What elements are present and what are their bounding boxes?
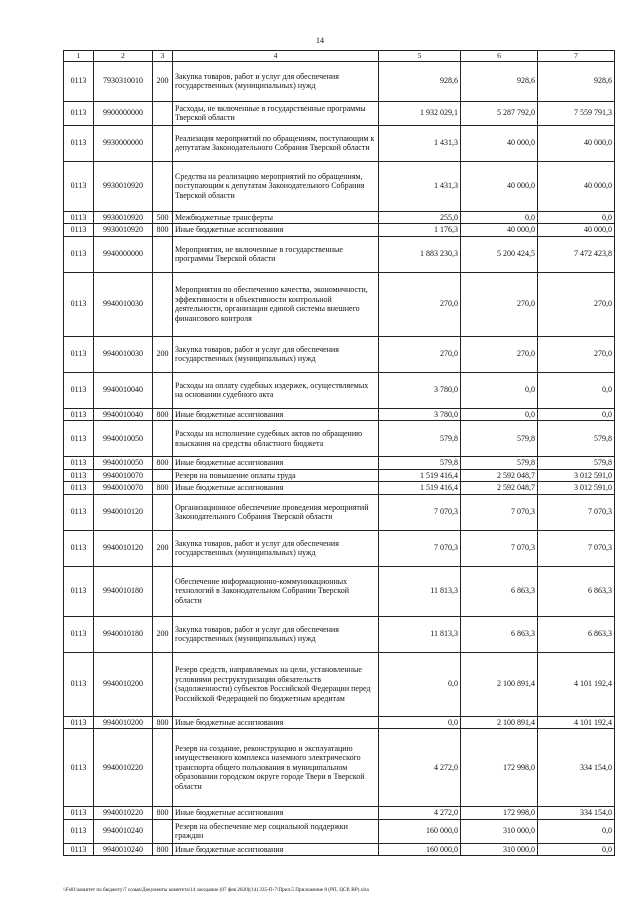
cell-v2: 270,0 bbox=[461, 336, 538, 372]
cell-v2: 172 998,0 bbox=[461, 729, 538, 807]
cell-type bbox=[153, 161, 173, 211]
cell-sec: 0113 bbox=[64, 211, 94, 224]
table-row bbox=[64, 408, 615, 421]
col-header-5: 5 bbox=[379, 51, 461, 62]
cell-type bbox=[153, 101, 173, 125]
cell-type: 800 bbox=[153, 224, 173, 237]
table-row bbox=[64, 530, 615, 566]
cell-v1: 270,0 bbox=[379, 272, 461, 336]
cell-sec: 0113 bbox=[64, 716, 94, 729]
cell-type bbox=[153, 272, 173, 336]
col-header-6: 6 bbox=[461, 51, 538, 62]
cell-v1: 11 813,3 bbox=[379, 566, 461, 616]
budget-table bbox=[63, 50, 615, 856]
cell-v2: 5 287 792,0 bbox=[461, 101, 538, 125]
cell-v2: 172 998,0 bbox=[461, 807, 538, 820]
cell-name: Межбюджетные трансферты bbox=[173, 211, 379, 224]
cell-v3: 40 000,0 bbox=[538, 125, 615, 161]
cell-v1: 11 813,3 bbox=[379, 616, 461, 652]
cell-code: 9940010180 bbox=[94, 566, 153, 616]
cell-code: 9940010040 bbox=[94, 372, 153, 408]
cell-name: Закупка товаров, работ и услуг для обеспечения государственных (муниципальных) нужд bbox=[173, 336, 379, 372]
cell-sec: 0113 bbox=[64, 494, 94, 530]
page-number: 14 bbox=[316, 36, 324, 45]
cell-sec: 0113 bbox=[64, 729, 94, 807]
cell-name: Иные бюджетные ассигнования bbox=[173, 408, 379, 421]
cell-name: Расходы на исполнение судебных актов по обращению взыскания на средства областного бюджета bbox=[173, 421, 379, 457]
cell-v1: 7 070,3 bbox=[379, 494, 461, 530]
cell-code: 9940010220 bbox=[94, 807, 153, 820]
cell-v2: 0,0 bbox=[461, 372, 538, 408]
cell-name: Расходы, не включенные в государственные программы Тверской области bbox=[173, 101, 379, 125]
table-row bbox=[64, 161, 615, 211]
cell-type bbox=[153, 566, 173, 616]
cell-v2: 270,0 bbox=[461, 272, 538, 336]
cell-v1: 0,0 bbox=[379, 652, 461, 716]
cell-code: 9940010040 bbox=[94, 408, 153, 421]
cell-v3: 6 863,3 bbox=[538, 616, 615, 652]
cell-v2: 6 863,3 bbox=[461, 616, 538, 652]
cell-v3: 0,0 bbox=[538, 819, 615, 843]
cell-v3: 579,8 bbox=[538, 457, 615, 470]
cell-code: 9940010070 bbox=[94, 469, 153, 482]
cell-v2: 7 070,3 bbox=[461, 530, 538, 566]
cell-name: Реализация мероприятий по обращениям, поступающим к депутатам Законодательного Собрания Тверской области bbox=[173, 125, 379, 161]
cell-v2: 310 000,0 bbox=[461, 843, 538, 856]
cell-name: Мероприятия, не включенные в государственные программы Тверской области bbox=[173, 236, 379, 272]
cell-code: 9940010180 bbox=[94, 616, 153, 652]
col-header-3: 3 bbox=[153, 51, 173, 62]
cell-v1: 270,0 bbox=[379, 336, 461, 372]
table-row bbox=[64, 457, 615, 470]
cell-sec: 0113 bbox=[64, 161, 94, 211]
cell-v3: 3 012 591,0 bbox=[538, 469, 615, 482]
cell-v3: 0,0 bbox=[538, 372, 615, 408]
cell-name: Иные бюджетные ассигнования bbox=[173, 224, 379, 237]
cell-code: 9940010120 bbox=[94, 530, 153, 566]
cell-v2: 7 070,3 bbox=[461, 494, 538, 530]
table-body bbox=[64, 61, 615, 856]
cell-name: Иные бюджетные ассигнования bbox=[173, 716, 379, 729]
cell-sec: 0113 bbox=[64, 566, 94, 616]
table-row bbox=[64, 236, 615, 272]
file-path-footer: \\Fs01\комитет по бюджету\7 созыв\Документы комитета\14 заседание (07 фев 2020)(14) 235-П-7\Прил.5 Приложение 8 (РП, ЦСР, ВР).xlsx bbox=[63, 887, 370, 893]
cell-v2: 0,0 bbox=[461, 211, 538, 224]
cell-v3: 7 070,3 bbox=[538, 494, 615, 530]
cell-type bbox=[153, 729, 173, 807]
cell-sec: 0113 bbox=[64, 616, 94, 652]
cell-v2: 2 592 048,7 bbox=[461, 469, 538, 482]
cell-type bbox=[153, 652, 173, 716]
cell-v2: 579,8 bbox=[461, 421, 538, 457]
cell-type bbox=[153, 421, 173, 457]
table-row bbox=[64, 807, 615, 820]
cell-type: 800 bbox=[153, 457, 173, 470]
cell-code: 9930010920 bbox=[94, 224, 153, 237]
cell-v3: 0,0 bbox=[538, 211, 615, 224]
cell-sec: 0113 bbox=[64, 843, 94, 856]
cell-v1: 1 519 416,4 bbox=[379, 469, 461, 482]
cell-type: 200 bbox=[153, 530, 173, 566]
cell-sec: 0113 bbox=[64, 469, 94, 482]
cell-v2: 40 000,0 bbox=[461, 125, 538, 161]
cell-v1: 255,0 bbox=[379, 211, 461, 224]
cell-name: Иные бюджетные ассигнования bbox=[173, 482, 379, 495]
cell-type: 800 bbox=[153, 408, 173, 421]
cell-v2: 40 000,0 bbox=[461, 161, 538, 211]
cell-code: 9940010050 bbox=[94, 457, 153, 470]
cell-type: 800 bbox=[153, 843, 173, 856]
cell-code: 9930010920 bbox=[94, 161, 153, 211]
cell-v1: 1 932 029,1 bbox=[379, 101, 461, 125]
cell-name: Закупка товаров, работ и услуг для обеспечения государственных (муниципальных) нужд bbox=[173, 616, 379, 652]
table-row bbox=[64, 336, 615, 372]
cell-type bbox=[153, 819, 173, 843]
cell-v1: 3 780,0 bbox=[379, 408, 461, 421]
table-row bbox=[64, 372, 615, 408]
cell-v1: 1 431,3 bbox=[379, 161, 461, 211]
cell-name: Расходы на оплату судебных издержек, осуществляемых на основании судебного акта bbox=[173, 372, 379, 408]
cell-code: 9940000000 bbox=[94, 236, 153, 272]
cell-name: Средства на реализацию мероприятий по обращениям, поступающим к депутатам Законодательного Собрания Тверской области bbox=[173, 161, 379, 211]
table-row bbox=[64, 616, 615, 652]
cell-v3: 928,6 bbox=[538, 61, 615, 101]
cell-v3: 579,8 bbox=[538, 421, 615, 457]
cell-name: Иные бюджетные ассигнования bbox=[173, 807, 379, 820]
table-row bbox=[64, 729, 615, 807]
cell-code: 9940010050 bbox=[94, 421, 153, 457]
cell-sec: 0113 bbox=[64, 372, 94, 408]
table-row bbox=[64, 482, 615, 495]
cell-name: Иные бюджетные ассигнования bbox=[173, 457, 379, 470]
cell-type bbox=[153, 236, 173, 272]
table-row bbox=[64, 125, 615, 161]
table-row bbox=[64, 469, 615, 482]
cell-code: 9940010220 bbox=[94, 729, 153, 807]
cell-v2: 579,8 bbox=[461, 457, 538, 470]
cell-type bbox=[153, 372, 173, 408]
cell-v1: 1 519 416,4 bbox=[379, 482, 461, 495]
table-row bbox=[64, 716, 615, 729]
cell-sec: 0113 bbox=[64, 807, 94, 820]
table-row bbox=[64, 61, 615, 101]
cell-code: 9940010030 bbox=[94, 336, 153, 372]
cell-code: 9940010240 bbox=[94, 843, 153, 856]
cell-code: 9940010070 bbox=[94, 482, 153, 495]
cell-sec: 0113 bbox=[64, 336, 94, 372]
cell-v3: 0,0 bbox=[538, 843, 615, 856]
cell-v3: 270,0 bbox=[538, 336, 615, 372]
cell-sec: 0113 bbox=[64, 125, 94, 161]
cell-v2: 2 592 048,7 bbox=[461, 482, 538, 495]
cell-sec: 0113 bbox=[64, 652, 94, 716]
cell-name: Закупка товаров, работ и услуг для обеспечения государственных (муниципальных) нужд bbox=[173, 61, 379, 101]
cell-v2: 928,6 bbox=[461, 61, 538, 101]
cell-sec: 0113 bbox=[64, 482, 94, 495]
cell-code: 9930010920 bbox=[94, 211, 153, 224]
cell-v1: 160 000,0 bbox=[379, 819, 461, 843]
cell-sec: 0113 bbox=[64, 819, 94, 843]
cell-type: 200 bbox=[153, 61, 173, 101]
cell-sec: 0113 bbox=[64, 272, 94, 336]
cell-v1: 928,6 bbox=[379, 61, 461, 101]
cell-sec: 0113 bbox=[64, 61, 94, 101]
cell-sec: 0113 bbox=[64, 101, 94, 125]
table-row bbox=[64, 494, 615, 530]
cell-v3: 3 012 591,0 bbox=[538, 482, 615, 495]
table-row bbox=[64, 566, 615, 616]
table-header-row bbox=[64, 51, 615, 62]
cell-v2: 2 100 891,4 bbox=[461, 716, 538, 729]
cell-v3: 4 101 192,4 bbox=[538, 652, 615, 716]
cell-v1: 4 272,0 bbox=[379, 807, 461, 820]
table-row bbox=[64, 652, 615, 716]
col-header-1: 1 bbox=[64, 51, 94, 62]
cell-v2: 5 200 424,5 bbox=[461, 236, 538, 272]
cell-v3: 0,0 bbox=[538, 408, 615, 421]
cell-sec: 0113 bbox=[64, 236, 94, 272]
table-row bbox=[64, 211, 615, 224]
cell-type bbox=[153, 125, 173, 161]
cell-name: Резерв на создание, реконструкцию и эксплуатацию имущественного комплекса наземного электрического транспорта общего пользования в муниципальном образовании городском округе городе Твери в Тверской области bbox=[173, 729, 379, 807]
cell-type: 800 bbox=[153, 807, 173, 820]
cell-sec: 0113 bbox=[64, 224, 94, 237]
cell-type: 800 bbox=[153, 716, 173, 729]
cell-v2: 2 100 891,4 bbox=[461, 652, 538, 716]
cell-name: Обеспечение информационно-коммуникационных технологий в Законодательном Собрании Тверской области bbox=[173, 566, 379, 616]
cell-code: 9940010200 bbox=[94, 652, 153, 716]
cell-code: 9940010240 bbox=[94, 819, 153, 843]
cell-v1: 7 070,3 bbox=[379, 530, 461, 566]
cell-v1: 579,8 bbox=[379, 421, 461, 457]
cell-v1: 1 883 230,3 bbox=[379, 236, 461, 272]
cell-v3: 40 000,0 bbox=[538, 161, 615, 211]
cell-code: 9940010200 bbox=[94, 716, 153, 729]
cell-v3: 7 559 791,3 bbox=[538, 101, 615, 125]
cell-name: Иные бюджетные ассигнования bbox=[173, 843, 379, 856]
table-row bbox=[64, 224, 615, 237]
cell-v2: 6 863,3 bbox=[461, 566, 538, 616]
cell-v3: 7 070,3 bbox=[538, 530, 615, 566]
cell-v1: 160 000,0 bbox=[379, 843, 461, 856]
cell-v3: 334 154,0 bbox=[538, 807, 615, 820]
cell-sec: 0113 bbox=[64, 408, 94, 421]
cell-v1: 4 272,0 bbox=[379, 729, 461, 807]
cell-type: 200 bbox=[153, 336, 173, 372]
cell-v3: 7 472 423,8 bbox=[538, 236, 615, 272]
cell-v3: 270,0 bbox=[538, 272, 615, 336]
cell-type bbox=[153, 494, 173, 530]
cell-v3: 334 154,0 bbox=[538, 729, 615, 807]
cell-code: 9940010120 bbox=[94, 494, 153, 530]
cell-sec: 0113 bbox=[64, 421, 94, 457]
table-row bbox=[64, 272, 615, 336]
table-row bbox=[64, 101, 615, 125]
cell-type: 200 bbox=[153, 616, 173, 652]
cell-name: Закупка товаров, работ и услуг для обеспечения государственных (муниципальных) нужд bbox=[173, 530, 379, 566]
cell-v3: 4 101 192,4 bbox=[538, 716, 615, 729]
table-row bbox=[64, 421, 615, 457]
cell-v3: 6 863,3 bbox=[538, 566, 615, 616]
col-header-7: 7 bbox=[538, 51, 615, 62]
cell-v1: 579,8 bbox=[379, 457, 461, 470]
cell-name: Мероприятия по обеспечению качества, экономичности, эффективности и объективности контрольной деятельности, организации единой системы внешнего финансового контроля bbox=[173, 272, 379, 336]
cell-v2: 310 000,0 bbox=[461, 819, 538, 843]
table-row bbox=[64, 843, 615, 856]
cell-name: Резерв на повышение оплаты труда bbox=[173, 469, 379, 482]
cell-name: Организационное обеспечение проведения мероприятий Законодательного Собрания Тверской области bbox=[173, 494, 379, 530]
col-header-2: 2 bbox=[94, 51, 153, 62]
cell-code: 7930310010 bbox=[94, 61, 153, 101]
cell-v1: 1 176,3 bbox=[379, 224, 461, 237]
cell-sec: 0113 bbox=[64, 457, 94, 470]
table-row bbox=[64, 819, 615, 843]
cell-v2: 0,0 bbox=[461, 408, 538, 421]
col-header-4: 4 bbox=[173, 51, 379, 62]
cell-name: Резерв на обеспечение мер социальной поддержки граждан bbox=[173, 819, 379, 843]
cell-code: 9940010030 bbox=[94, 272, 153, 336]
cell-type: 500 bbox=[153, 211, 173, 224]
cell-code: 9930000000 bbox=[94, 125, 153, 161]
cell-v3: 40 000,0 bbox=[538, 224, 615, 237]
cell-sec: 0113 bbox=[64, 530, 94, 566]
cell-v2: 40 000,0 bbox=[461, 224, 538, 237]
cell-v1: 3 780,0 bbox=[379, 372, 461, 408]
cell-name: Резерв средств, направляемых на цели, установленные условиями реструктуризации обязательств (задолженности) субъектов Российской Федерации перед Российской Федерацией по бюджетным кредитам bbox=[173, 652, 379, 716]
cell-type bbox=[153, 469, 173, 482]
cell-code: 9900000000 bbox=[94, 101, 153, 125]
cell-v1: 1 431,3 bbox=[379, 125, 461, 161]
cell-v1: 0,0 bbox=[379, 716, 461, 729]
cell-type: 800 bbox=[153, 482, 173, 495]
